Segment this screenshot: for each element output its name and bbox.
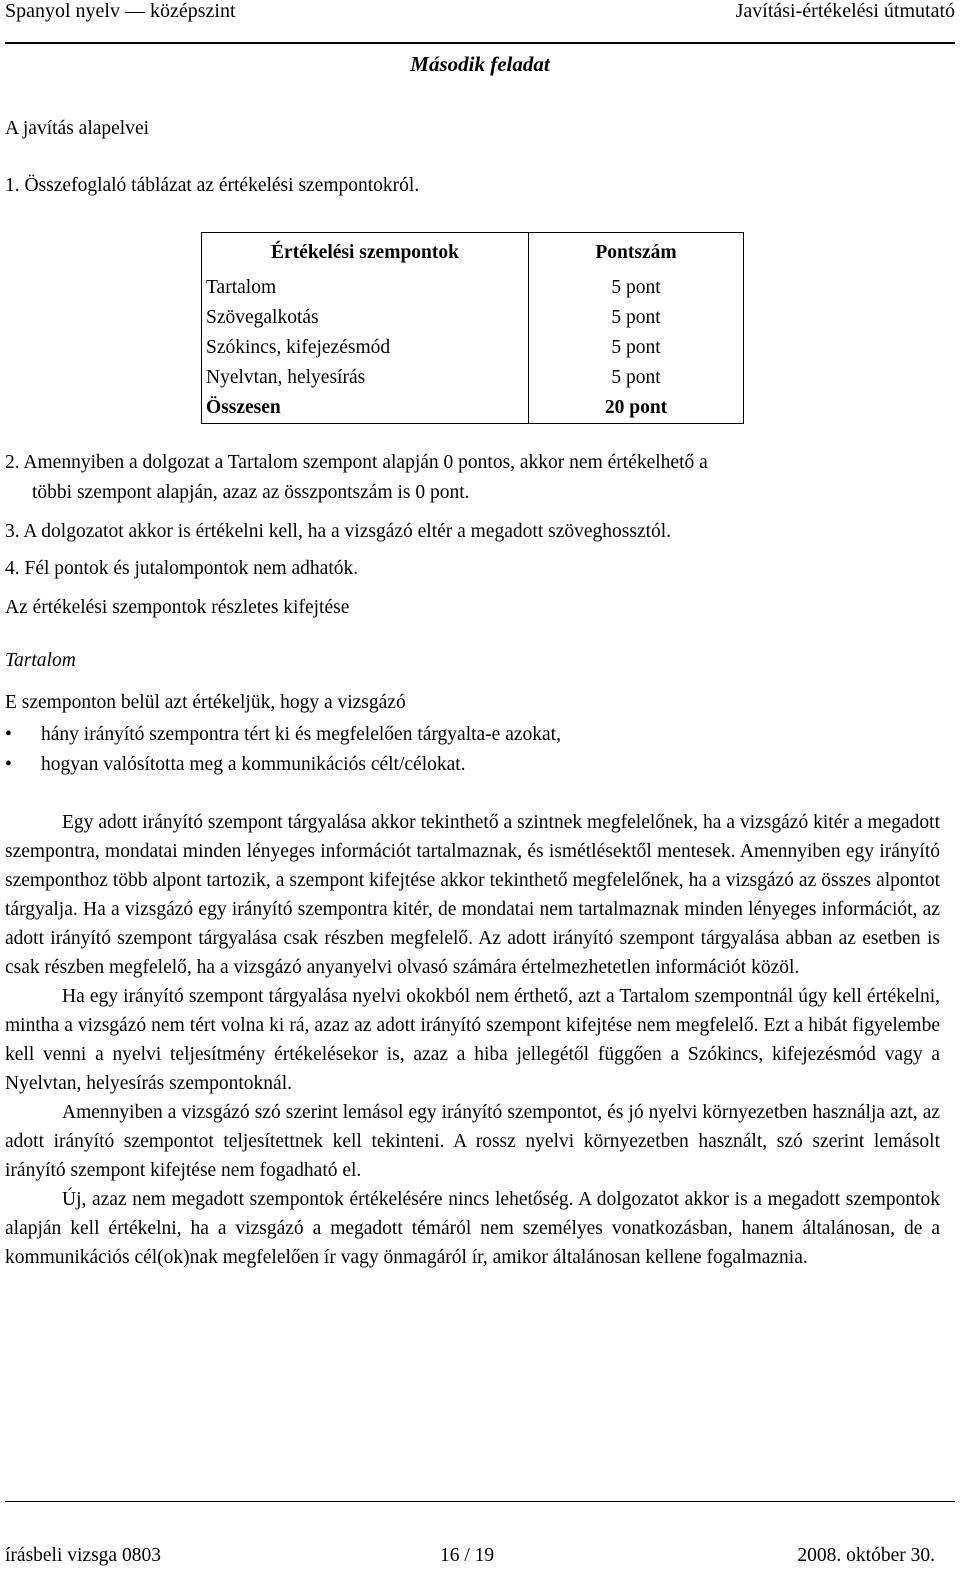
criterion-score: 5 pont — [611, 277, 661, 298]
bullet-icon: • — [5, 724, 12, 745]
bullet-text: hogyan valósította meg a kommunikációs célt/célokat. — [41, 754, 466, 775]
criterion-label: Szókincs, kifejezésmód — [202, 333, 529, 363]
header-points: Pontszám — [595, 242, 677, 263]
section-intro: E szemponton belül azt értékeljük, hogy a vizsgázó — [5, 692, 406, 713]
table-row — [202, 333, 744, 363]
total-label: Összesen — [202, 393, 529, 424]
footer-exam-code: írásbeli vizsga 0803 — [5, 1545, 161, 1566]
paragraph: Egy adott irányító szempont tárgyalása akkor tekinthető a szintnek megfelelőnek, ha a vizsgázó kitér a megadott szempontra, mondatai minden lényeges információt tartalmaznak, és ismétlésektől mentesek. Amennyiben egy irányító szemponthoz több alpont tartozik, a szempont kifejtése akkor tekinthető megfelelőnek, ha a vizsgázó az összes alpontot tárgyalja. Ha a vizsgázó egy irányító szempontra kitér, de mondatai nem tartalmaznak minden lényeges információt, az adott irányító szempont tárgyalása csak részben megfelelő. Az adott irányító szempont tárgyalása abban az esetben is csak részben megfelelő, ha a vizsgázó anyanyelvi olvasó számára értelmezhetetlen információt közöl. — [5, 812, 940, 978]
bullet-icon: • — [5, 754, 12, 775]
bullet-text: hány irányító szempontra tért ki és megfelelően tárgyalta-e azokat, — [41, 724, 561, 745]
scoring-table — [201, 232, 744, 424]
criterion-score: 5 pont — [611, 367, 661, 388]
body-text — [5, 808, 940, 1272]
rule-2-line-2: többi szempont alapján, azaz az összpontszám is 0 pont. — [32, 482, 470, 503]
footer-page-number: 16 / 19 — [440, 1545, 495, 1566]
page-header — [5, 0, 955, 44]
header-subject: Spanyol nyelv — középszint — [5, 0, 236, 22]
paragraph: Új, azaz nem megadott szempontok értékelésére nincs lehetőség. A dolgozatot akkor is a megadott szempontok alapján kell értékelni, ha a vizsgázó a megadott témáról nem személyes vonatkozásban, hanem általánosan, de a kommunikációs cél(ok)nak megfelelően ír vagy önmagáról ír, amikor általánosan kellene fogalmaznia. — [5, 1189, 940, 1268]
header-doc-type: Javítási-értékelési útmutató — [735, 0, 955, 22]
criterion-score: 5 pont — [611, 337, 661, 358]
rule-4: 4. Fél pontok és jutalompontok nem adhatók. — [5, 558, 359, 579]
bullet-item — [5, 754, 466, 776]
bullet-item — [5, 724, 561, 746]
criterion-label: Szövegalkotás — [202, 303, 529, 333]
details-heading: Az értékelési szempontok részletes kifejtése — [5, 597, 350, 618]
table-row — [202, 363, 744, 393]
paragraph: Ha egy irányító szempont tárgyalása nyelvi okokból nem érthető, azt a Tartalom szempontnál úgy kell értékelni, mintha a vizsgázó nem tért volna ki rá, azaz az adott irányító szempont kifejtése nem megfelelő. Ezt a hibát figyelembe kell venni a nyelvi teljesítmény értékelésekor is, azaz a hiba jellegétől függően a Szókincs, kifejezésmód vagy a Nyelvtan, helyesírás szempontoknál. — [5, 986, 940, 1094]
task-title: Második feladat — [410, 52, 550, 76]
footer-divider — [5, 1501, 955, 1502]
table-row — [202, 303, 744, 333]
section-title: Tartalom — [5, 650, 76, 671]
criterion-label: Tartalom — [202, 273, 529, 303]
rule-3: 3. A dolgozatot akkor is értékelni kell, ha a vizsgázó eltér a megadott szöveghossztól. — [5, 521, 672, 542]
footer-date: 2008. október 30. — [797, 1545, 935, 1566]
rule-1: 1. Összefoglaló táblázat az értékelési szempontokról. — [5, 175, 420, 196]
rule-2-line-1: 2. Amennyiben a dolgozat a Tartalom szempont alapján 0 pontos, akkor nem értékelhető a — [5, 452, 708, 473]
criterion-score: 5 pont — [611, 307, 661, 328]
header-criteria: Értékelési szempontok — [202, 233, 529, 274]
criterion-label: Nyelvtan, helyesírás — [202, 363, 529, 393]
table-row — [202, 273, 744, 303]
table-header-row — [202, 233, 744, 274]
principles-heading: A javítás alapelvei — [5, 118, 150, 139]
total-score: 20 pont — [604, 397, 668, 418]
paragraph: Amennyiben a vizsgázó szó szerint lemásol egy irányító szempontot, és jó nyelvi környezetben használja azt, az adott irányító szempontot teljesítettnek kell tekinteni. A rossz nyelvi környezetben használt, szó szerint lemásolt irányító szempont kifejtése nem fogadható el. — [5, 1102, 940, 1181]
table-total-row — [202, 393, 744, 424]
